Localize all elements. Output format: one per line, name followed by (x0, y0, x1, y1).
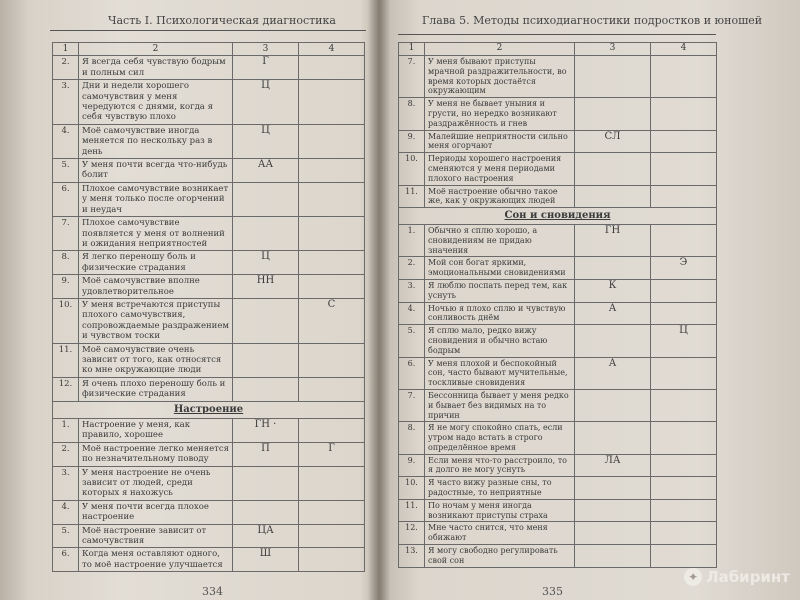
watermark (684, 568, 790, 586)
questionnaire-table-left (52, 42, 365, 572)
item-number: 9. (399, 454, 425, 477)
item-statement: Если меня что-то расстроило, то я долго не могу уснуть (425, 454, 575, 477)
item-number: 2. (53, 56, 79, 80)
watermark-label: Лабиринт (706, 568, 790, 586)
item-statement: Я могу свободно регулировать свой сон (425, 545, 575, 568)
item-statement: Дни и недели хорошего самочувствия у меня чередуются с днями, когда я себя чувствую плохо (79, 80, 233, 125)
item-code (575, 56, 651, 98)
column-header: 2 (425, 43, 575, 56)
item-code-alt (651, 499, 717, 522)
item-code-alt (651, 389, 717, 421)
section-row (399, 208, 717, 225)
item-code-alt (651, 224, 717, 256)
item-code-alt (651, 477, 717, 500)
item-code: К (575, 279, 651, 302)
table-row (399, 302, 717, 325)
item-number: 8. (399, 422, 425, 454)
page-number-right: 335 (542, 585, 563, 598)
item-number: 10. (399, 477, 425, 500)
column-header: 1 (399, 43, 425, 56)
item-number: 9. (53, 275, 79, 299)
item-statement: Моё настроение легко меняется по незначительному поводу (79, 442, 233, 466)
item-number: 10. (399, 153, 425, 185)
item-number: 4. (399, 302, 425, 325)
item-statement: Плохое самочувствие появляется у меня от волнений и ожидания неприятностей (79, 217, 233, 251)
item-code (233, 500, 299, 524)
item-code-alt (299, 217, 365, 251)
table-row (53, 275, 365, 299)
table-row (399, 499, 717, 522)
item-code: НН (233, 275, 299, 299)
item-number: 2. (53, 442, 79, 466)
item-code-alt (651, 185, 717, 208)
page-number-left: 334 (202, 585, 223, 598)
item-statement: Я часто вижу разные сны, то радостные, то неприятные (425, 477, 575, 500)
item-code-alt (651, 98, 717, 130)
item-code-alt (651, 279, 717, 302)
item-code-alt (299, 548, 365, 572)
table-row (399, 545, 717, 568)
header-rule-left (50, 30, 366, 31)
item-code-alt: Э (651, 257, 717, 280)
item-statement: Обычно я сплю хорошо, а сновидениям не придаю значения (425, 224, 575, 256)
item-statement: Моё самочувствие вполне удовлетворительное (79, 275, 233, 299)
item-number: 8. (53, 251, 79, 275)
item-statement: Я сплю мало, редко вижу сновидения и обычно встаю бодрым (425, 325, 575, 357)
item-code (575, 153, 651, 185)
item-code-alt (299, 80, 365, 125)
table-row (53, 56, 365, 80)
item-code: Г (233, 56, 299, 80)
item-number: 10. (53, 298, 79, 343)
item-statement: Малейшие неприятности сильно меня огорчают (425, 130, 575, 153)
table-row (399, 98, 717, 130)
running-head-right: Глава 5. Методы психодиагностики подростков и юношей (422, 14, 763, 27)
item-number: 1. (53, 419, 79, 443)
running-head-left: Часть I. Психологическая диагностика (108, 14, 336, 27)
table-row (53, 217, 365, 251)
item-code-alt (299, 419, 365, 443)
item-code-alt (299, 124, 365, 158)
item-code-alt (299, 343, 365, 377)
item-code (575, 325, 651, 357)
item-statement: Я очень плохо переношу боль и физические страдания (79, 377, 233, 401)
table-row (53, 466, 365, 500)
item-statement: Моё настроение зависит от самочувствия (79, 524, 233, 548)
table-row (53, 524, 365, 548)
table-row (53, 343, 365, 377)
item-statement: Я люблю поспать перед тем, как уснуть (425, 279, 575, 302)
table-row (399, 257, 717, 280)
table-row (399, 454, 717, 477)
item-statement: Моё настроение обычно такое же, как у окружающих людей (425, 185, 575, 208)
item-number: 4. (53, 124, 79, 158)
item-code: АА (233, 159, 299, 183)
item-code (233, 343, 299, 377)
item-number: 12. (53, 377, 79, 401)
item-code-alt (299, 466, 365, 500)
item-statement: Моё самочувствие иногда меняется по нескольку раз в день (79, 124, 233, 158)
item-code (575, 185, 651, 208)
table-row (399, 357, 717, 389)
item-code-alt (651, 454, 717, 477)
item-statement: У меня встречаются приступы плохого самочувствия, сопровождаемые раздражением и чувством тоски (79, 298, 233, 343)
item-code-alt: С (299, 298, 365, 343)
item-number: 4. (53, 500, 79, 524)
questionnaire-table-right (398, 42, 717, 568)
item-code: ГН · (233, 419, 299, 443)
item-code: Ц (233, 251, 299, 275)
item-code-alt (299, 159, 365, 183)
column-header: 3 (233, 43, 299, 56)
table-row (399, 389, 717, 421)
item-code-alt (651, 130, 717, 153)
item-number: 9. (399, 130, 425, 153)
item-number: 12. (399, 522, 425, 545)
item-statement: У меня плохой и беспокойный сон, часто бывают мучительные, тоскливые сновидения (425, 357, 575, 389)
item-code: ЛА (575, 454, 651, 477)
item-number: 6. (53, 182, 79, 216)
item-code (575, 422, 651, 454)
item-code (233, 217, 299, 251)
item-statement: Настроение у меня, как правило, хорошее (79, 419, 233, 443)
table-row (399, 224, 717, 256)
item-statement: У меня почти всегда плохое настроение (79, 500, 233, 524)
column-header: 4 (651, 43, 717, 56)
item-statement: У меня настроение не очень зависит от людей, среди которых я нахожусь (79, 466, 233, 500)
item-code (233, 377, 299, 401)
item-code-alt (299, 275, 365, 299)
item-code: ГН (575, 224, 651, 256)
item-code (575, 477, 651, 500)
item-code: СЛ (575, 130, 651, 153)
table-row (53, 182, 365, 216)
table-row (399, 153, 717, 185)
item-number: 11. (53, 343, 79, 377)
item-code (575, 545, 651, 568)
item-number: 11. (399, 185, 425, 208)
section-title: Настроение (53, 401, 365, 418)
item-statement: Периоды хорошего настроения сменяются у меня периодами плохого настроения (425, 153, 575, 185)
item-code-alt (299, 500, 365, 524)
item-number: 3. (399, 279, 425, 302)
column-header: 3 (575, 43, 651, 56)
table-row (399, 185, 717, 208)
table-row (399, 325, 717, 357)
left-page (22, 0, 368, 600)
table-row (53, 159, 365, 183)
item-number: 7. (53, 217, 79, 251)
item-statement: Мой сон богат яркими, эмоциональными сновидениями (425, 257, 575, 280)
table-row (53, 548, 365, 572)
item-code (233, 298, 299, 343)
item-number: 11. (399, 499, 425, 522)
item-statement: Я легко переношу боль и физические страдания (79, 251, 233, 275)
header-rule-right (398, 34, 716, 35)
table-row (399, 279, 717, 302)
item-code (575, 389, 651, 421)
item-statement: Плохое самочувствие возникает у меня только после огорчений и неудач (79, 182, 233, 216)
table-row (399, 522, 717, 545)
item-number: 3. (53, 80, 79, 125)
item-code-alt (651, 522, 717, 545)
item-code (233, 182, 299, 216)
item-number: 3. (53, 466, 79, 500)
item-code-alt (299, 56, 365, 80)
item-number: 6. (399, 357, 425, 389)
item-number: 7. (399, 56, 425, 98)
item-code-alt (299, 251, 365, 275)
item-code: Ц (233, 124, 299, 158)
item-number: 5. (399, 325, 425, 357)
table-row (53, 500, 365, 524)
item-code (575, 499, 651, 522)
item-statement: Бессонница бывает у меня редко и бывает без видимых на то причин (425, 389, 575, 421)
item-statement: Я не могу спокойно спать, если утром надо встать в строго определённое время (425, 422, 575, 454)
item-number: 8. (399, 98, 425, 130)
item-code: Ц (233, 80, 299, 125)
item-code-alt: Ц (651, 325, 717, 357)
item-code-alt (651, 422, 717, 454)
item-number: 1. (399, 224, 425, 256)
item-code-alt (651, 302, 717, 325)
section-title: Сон и сновидения (399, 208, 717, 225)
item-code-alt (651, 357, 717, 389)
item-code-alt (651, 545, 717, 568)
item-number: 5. (53, 159, 79, 183)
column-header: 4 (299, 43, 365, 56)
item-code-alt (299, 524, 365, 548)
item-code (233, 466, 299, 500)
item-code: ЦА (233, 524, 299, 548)
table-row (53, 377, 365, 401)
item-statement: Ночью я плохо сплю и чувствую сонливость днём (425, 302, 575, 325)
item-code: Ш (233, 548, 299, 572)
item-code: П (233, 442, 299, 466)
item-statement: У меня не бывает уныния и грусти, но нередко возникают раздражённость и гнев (425, 98, 575, 130)
item-code (575, 98, 651, 130)
table-row (399, 130, 717, 153)
item-code (575, 522, 651, 545)
book-gutter (368, 0, 390, 600)
item-code (575, 257, 651, 280)
item-number: 5. (53, 524, 79, 548)
column-header-row (399, 43, 717, 56)
column-header: 2 (79, 43, 233, 56)
column-header: 1 (53, 43, 79, 56)
section-row (53, 401, 365, 418)
table-row (53, 442, 365, 466)
item-statement: Моё самочувствие очень зависит от того, как относятся ко мне окружающие люди (79, 343, 233, 377)
item-number: 13. (399, 545, 425, 568)
item-number: 7. (399, 389, 425, 421)
item-statement: По ночам у меня иногда возникают приступы страха (425, 499, 575, 522)
item-code-alt (299, 377, 365, 401)
item-statement: У меня бывают приступы мрачной раздражительности, во время которых достаётся окружающим (425, 56, 575, 98)
table-row (53, 298, 365, 343)
item-number: 6. (53, 548, 79, 572)
table-row (399, 477, 717, 500)
table-row (53, 419, 365, 443)
item-statement: Когда меня оставляют одного, то моё настроение улучшается (79, 548, 233, 572)
labyrinth-logo-icon: ✦ (684, 568, 702, 586)
item-statement: Я всегда себя чувствую бодрым и полным сил (79, 56, 233, 80)
item-code-alt (299, 182, 365, 216)
item-statement: У меня почти всегда что-нибудь болит (79, 159, 233, 183)
table-row (53, 80, 365, 125)
item-number: 2. (399, 257, 425, 280)
table-row (399, 422, 717, 454)
item-code-alt (651, 56, 717, 98)
item-code-alt: Г (299, 442, 365, 466)
table-row (399, 56, 717, 98)
table-row (53, 251, 365, 275)
item-code: А (575, 357, 651, 389)
column-header-row (53, 43, 365, 56)
item-code-alt (651, 153, 717, 185)
item-code: А (575, 302, 651, 325)
table-row (53, 124, 365, 158)
item-statement: Мне часто снится, что меня обижают (425, 522, 575, 545)
